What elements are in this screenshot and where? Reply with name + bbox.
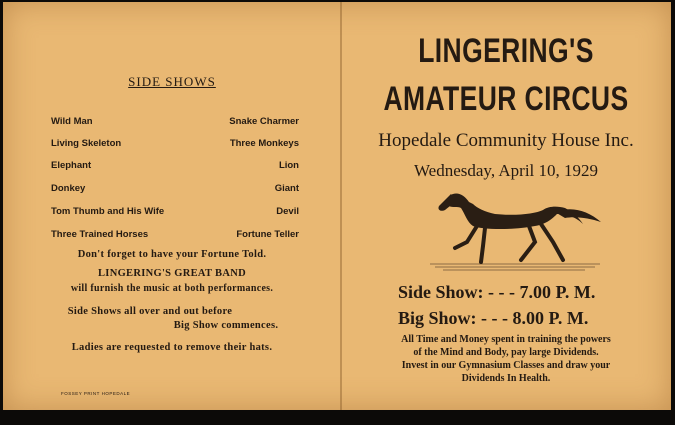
footer-line-2: of the Mind and Body, pay large Dividends. [413,347,599,358]
ladies-line: Ladies are requested to remove their hats. [71,342,273,353]
title-line-2: AMATEUR CIRCUS [383,80,629,118]
footer-line-3: Invest in our Gymnasium Classes and draw your [401,360,611,371]
side-show-time: Side Show: - - - 7.00 P. M. [398,282,596,302]
band-title: LINGERING'S GREAT BAND [98,268,246,279]
printer-mark: FOSSEY PRINT HOPEDALE [61,391,131,396]
fortune-line: Don't forget to have your Fortune Told. [77,249,267,260]
circus-panel [341,2,671,410]
big-show-time: Big Show: - - - 8.00 P. M. [398,308,589,328]
venue: Hopedale Community House Inc. [378,130,634,151]
title-line-1: LINGERING'S [418,32,594,70]
horse-icon [425,184,605,274]
side-shows-line-2: Big Show commences. [173,320,279,331]
side-shows-title: SIDE SHOWS [128,74,216,89]
band-line: will furnish the music at both performances. [70,283,274,294]
event-date: Wednesday, April 10, 1929 [413,161,599,180]
side-shows-line-1: Side Shows all over and out before [67,306,233,317]
circus-flyer [3,2,671,410]
footer-line-1: All Time and Money spent in training the powers [401,334,611,345]
side-shows-panel: SIDE SHOWS Wild Man Snake Charmer Living Skeleton Three Monkeys Elephant Lion Donkey Giant Tom Thumb and His Wife Devil Three Trained Horses Fortune Teller Don't forget to have your Fortune Told. LINGERING'S GREAT BAND will furnish the music at both performances. Side Shows all over and out before Big Show commences. Ladies are requested to remove their hats. FOSSEY PRINT HOPEDALE [3,2,341,410]
footer-line-4: Dividends In Health. [461,373,551,384]
